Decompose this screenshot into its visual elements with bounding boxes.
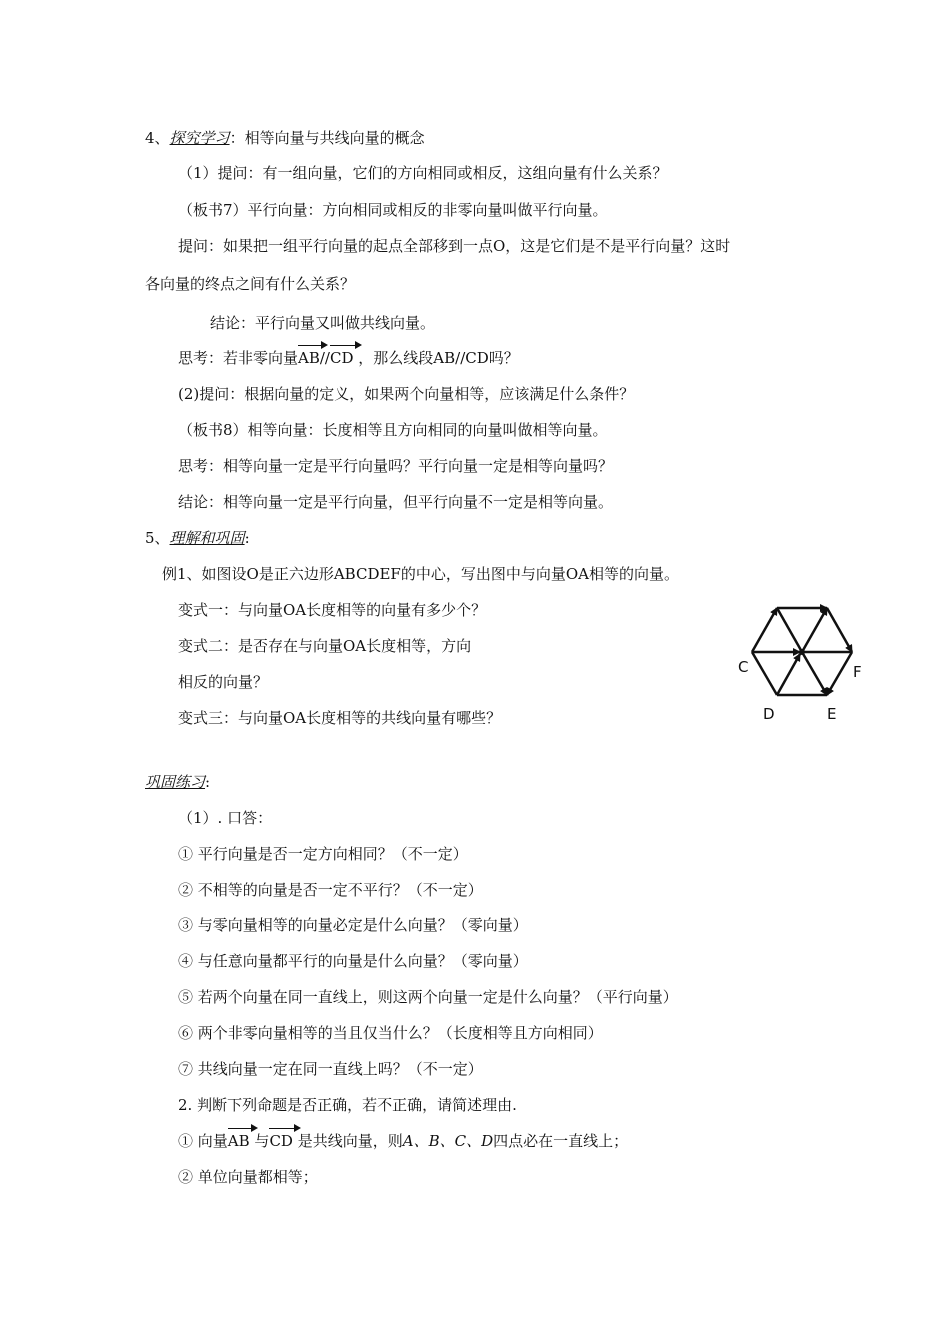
judge-1-and: 与 <box>254 1132 270 1150</box>
practice-item-2: ② 不相等的向量是否一定不平行？（不一定） <box>178 881 483 899</box>
practice-title: 巩固练习 <box>145 773 206 791</box>
practice-item-1: ① 平行向量是否一定方向相同？（不一定） <box>178 845 468 863</box>
judge-1-points: A、B、C、D <box>402 1132 494 1150</box>
center-point <box>799 649 805 655</box>
judge-heading: 2. 判断下列命题是否正确，若不正确，请简述理由. <box>178 1096 517 1114</box>
vector-ab: AB <box>298 349 320 367</box>
think-1 <box>178 348 519 368</box>
board-note-8: （板书8）相等向量：长度相等且方向相同的向量叫做相等向量。 <box>178 421 608 439</box>
label-e: E <box>827 705 837 723</box>
think-1-prefix: 思考：若非零向量 <box>178 349 299 367</box>
practice-item-3: ③ 与零向量相等的向量必定是什么向量？（零向量） <box>178 916 528 934</box>
conclusion-1: 结论：平行向量又叫做共线向量。 <box>210 314 436 332</box>
board-note-7: （板书7）平行向量：方向相同或相反的非零向量叫做平行向量。 <box>178 201 608 219</box>
label-d: D <box>763 705 775 723</box>
section-4-title: 探究学习 <box>169 129 230 147</box>
variant-1: 变式一：与向量OA长度相等的向量有多少个？ <box>178 601 487 619</box>
label-f: F <box>853 663 862 681</box>
vector-cd-2: CD <box>269 1132 293 1150</box>
edge-top-right-f <box>827 608 852 652</box>
practice-item-6: ⑥ 两个非零向量相等的当且仅当什么？（长度相等且方向相同） <box>178 1024 603 1042</box>
vector-cd: CD <box>329 349 354 367</box>
question-1: （1）提问：有一组向量，它们的方向相同或相反，这组向量有什么关系？ <box>178 164 668 182</box>
question-origin-b: 各向量的终点之间有什么关系？ <box>145 275 356 293</box>
judge-1-prefix: ① 向量 <box>178 1132 228 1150</box>
parallel-symbol: // <box>319 349 330 367</box>
judge-1-suffix: 四点必在一直线上； <box>493 1132 629 1150</box>
judge-item-1 <box>178 1131 628 1151</box>
diagonal-d-o <box>777 654 800 695</box>
variant-2-line-1: 变式二：是否存在与向量OA长度相等，方向 <box>178 637 472 655</box>
edge-c-d <box>752 652 777 695</box>
section-4-heading <box>145 128 425 148</box>
section-5-title: 理解和巩固 <box>169 529 245 547</box>
variant-2-line-2: 相反的向量？ <box>178 673 269 691</box>
diagonal-o-e <box>802 652 827 695</box>
practice-item-7: ⑦ 共线向量一定在同一直线上吗？（不一定） <box>178 1060 483 1078</box>
practice-item-4: ④ 与任意向量都平行的向量是什么向量？（零向量） <box>178 952 528 970</box>
conclusion-2: 结论：相等向量一定是平行向量，但平行向量不一定是相等向量。 <box>178 493 614 511</box>
think-1-suffix: ，那么线段AB//CD吗？ <box>358 349 519 367</box>
practice-heading <box>145 772 210 792</box>
label-c: C <box>738 658 749 676</box>
practice-colon: : <box>205 773 211 791</box>
question-2: (2)提问：根据向量的定义，如果两个向量相等，应该满足什么条件？ <box>178 385 635 403</box>
edge-c-top-left <box>752 608 777 652</box>
diagonal-o-top-right <box>802 608 827 652</box>
diagonal-top-left-o <box>777 608 802 652</box>
vector-ab-2: AB <box>227 1132 250 1150</box>
oral-answer-heading: （1）. 口答： <box>178 809 273 827</box>
section-4-number: 4、 <box>145 129 170 147</box>
edge-f-e <box>827 652 852 695</box>
judge-1-middle: 是共线向量，则 <box>297 1132 403 1150</box>
think-2: 思考：相等向量一定是平行向量吗？平行向量一定是相等向量吗？ <box>178 457 614 475</box>
section-5-heading <box>145 528 250 548</box>
question-origin-a: 提问：如果把一组平行向量的起点全部移到一点O，这是它们是不是平行向量？这时 <box>178 237 731 255</box>
section-4-subtitle: ：相等向量与共线向量的概念 <box>229 129 425 147</box>
section-5-number: 5、 <box>145 529 170 547</box>
hexagon-diagram <box>730 600 880 700</box>
example-1: 例1、如图设O是正六边形ABCDEF的中心，写出图中与向量OA相等的向量。 <box>162 565 679 583</box>
practice-item-5: ⑤ 若两个向量在同一直线上，则这两个向量一定是什么向量？（平行向量） <box>178 988 678 1006</box>
variant-3: 变式三：与向量OA长度相等的共线向量有哪些？ <box>178 709 502 727</box>
section-5-colon: : <box>244 529 250 547</box>
judge-item-2: ② 单位向量都相等； <box>178 1168 318 1186</box>
hexagon-figure <box>730 600 880 730</box>
